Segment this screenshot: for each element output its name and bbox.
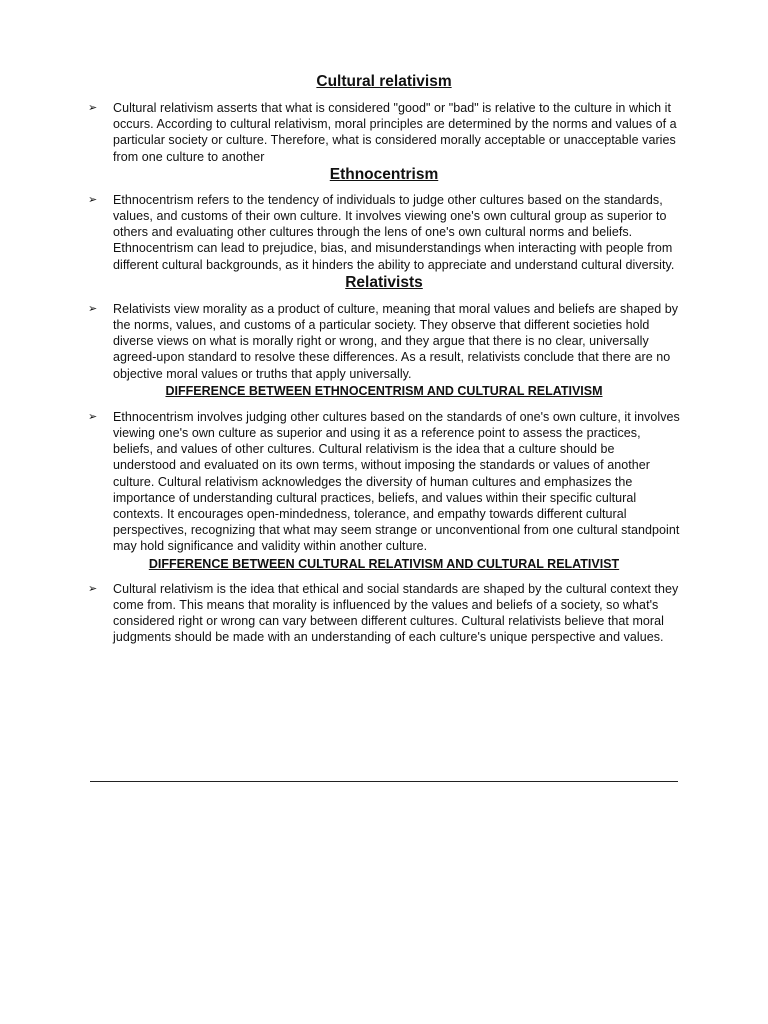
bullet-paragraph-relativists <box>88 301 680 382</box>
paragraph-text: Cultural relativism is the idea that ethical and social standards are shaped by the cultural context they come from. This means that morality is influenced by the values and beliefs of a society, so what's considered right or wrong can vary between different cultures. Cultural relativists believe that moral judgments should be made with an understanding of each culture's unique perspective and values. <box>113 581 679 645</box>
heading-cultural-relativism: Cultural relativism <box>316 73 452 90</box>
paragraph-text: Ethnocentrism refers to the tendency of individuals to judge other cultures based on the standards, values, and customs of their own culture. It involves viewing one's own cultural group as superior to others and evaluating other cultures through the lens of one's own cultural norms and beliefs. Ethnocentrism can lead to prejudice, bias, and misunderstandings when interacting with people from different cultural backgrounds, as it hinders the ability to appreciate and understand cultural diversity. <box>113 192 675 272</box>
bullet-paragraph-cultural-relativism <box>88 100 680 165</box>
heading-difference-relativism-relativist: DIFFERENCE BETWEEN CULTURAL RELATIVISM AND CULTURAL RELATIVIST <box>148 556 620 571</box>
heading-relativists: Relativists <box>345 273 423 291</box>
bullet-paragraph-ethnocentrism <box>88 192 680 273</box>
bottom-rule-divider <box>90 781 678 782</box>
bullet-paragraph-difference-2 <box>88 581 680 646</box>
arrow-bullet-icon: ➢ <box>88 102 98 114</box>
arrow-bullet-icon: ➢ <box>88 193 98 206</box>
paragraph-text: Relativists view morality as a product of culture, meaning that moral values and beliefs are shaped by the norms, values, and customs of a particular society. They observe that different societies hold diverse views on what is morally right or wrong, and they argue that there is no clear, universally agreed-upon standard to resolve these differences. As a result, relativists conclude that there are no objective moral values or truths that apply universally. <box>113 301 679 381</box>
arrow-bullet-icon: ➢ <box>88 302 98 315</box>
arrow-bullet-icon: ➢ <box>88 410 98 423</box>
document-body <box>88 72 680 645</box>
heading-difference-ethnocentrism-cultural-relativism: DIFFERENCE BETWEEN ETHNOCENTRISM AND CULTURAL RELATIVISM <box>165 383 603 398</box>
paragraph-text: Cultural relativism asserts that what is considered "good" or "bad" is relative to the culture in which it occurs. According to cultural relativism, moral principles are determined by the norms and values of a particular society or culture. Therefore, what is considered morally acceptable or unacceptable varies from one culture to another <box>113 101 677 164</box>
bullet-paragraph-difference-1 <box>88 409 680 555</box>
heading-ethnocentrism: Ethnocentrism <box>329 165 439 183</box>
arrow-bullet-icon: ➢ <box>88 582 98 595</box>
paragraph-text: Ethnocentrism involves judging other cultures based on the standards of one's own culture, it involves viewing one's own culture as superior and using it as a reference point to assess the practices, beliefs, and values of other cultures. Cultural relativism is the idea that a culture should be understood and evaluated on its own terms, without imposing the standards or values of another culture. Cultural relativism acknowledges the diversity of human cultures and emphasizes the importance of understanding cultural practices, beliefs, and values within their specific cultural contexts. It encourages open-mindedness, tolerance, and empathy towards different cultural perspectives, recognizing that what may seem strange or unconventional from one cultural standpoint may hold significance and validity within another culture. <box>113 409 680 554</box>
